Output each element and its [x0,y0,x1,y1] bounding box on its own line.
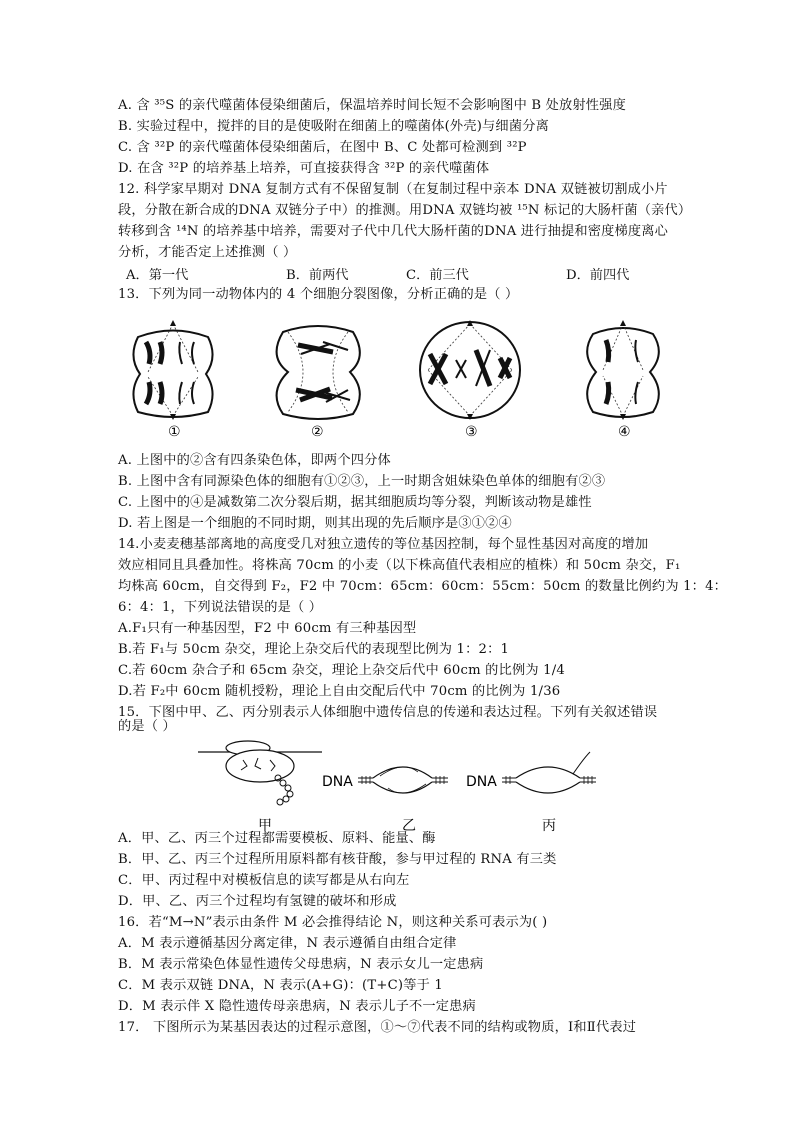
q16-option-b: B．M 表示常染色体显性遗传父母患病，N 表示女儿一定患病 [118,957,484,972]
q14-line-1: 14.小麦麦穗基部离地的高度受几对独立遗传的等位基因控制，每个显性基因对高度的增加 [118,537,649,552]
option-a: A. 含 ³⁵S 的亲代噬菌体侵染细菌后，保温培养时间长短不会影响图中 B 处放射性强度 [118,98,626,113]
option-c: C. 含 ³²P 的亲代噬菌体侵染细菌后，在图中 B、C 处都可检测到 ³²P [118,140,527,155]
q17-stem: 17． 下图所示为某基因表达的过程示意图，①～⑦代表不同的结构或物质，Ⅰ和Ⅱ代表过 [118,1020,637,1035]
q16-option-d: D．M 表示伴 X 隐性遗传母亲患病，N 表示儿子不一定患病 [118,999,476,1014]
gene-expression-figure [118,738,678,832]
q15-line-1: 15．下图中甲、乙、丙分别表示人体细胞中遗传信息的传递和表达过程。下列有关叙述错误 [118,705,658,720]
q14-line-4: 6：4：1，下列说法错误的是（ ） [118,600,323,615]
q15-option-b: B．甲、乙、丙三个过程所用原料都有核苷酸，参与甲过程的 RNA 有三类 [118,852,557,867]
dna-label-bing: DNA [466,774,497,790]
q14-line-3: 均株高 60cm，自交得到 F₂，F2 中 70cm：65cm：60cm：55cm：50cm 的数量比例约为 1：4： [118,579,728,594]
process-bing-diagram [466,752,596,793]
cell-3-diagram [420,320,520,420]
q14-option-b: B.若 F₁与 50cm 杂交，理论上杂交后代的表现型比例为 1：2：1 [118,642,510,657]
process-label-bing: 丙 [542,818,556,832]
option-b: B. 实验过程中，搅拌的目的是使吸附在细菌上的噬菌体(外壳)与细菌分离 [118,119,549,134]
cell-division-figure [118,312,678,454]
cell-4-diagram [587,320,659,420]
cell-label-2: ② [311,424,324,440]
q12-stem-line-2: 段，分散在新合成的DNA 双链分子中）的推测。用DNA 双链均被 ¹⁵N 标记的大肠杆菌（亲代） [118,203,692,218]
q14-line-2: 效应相同且具叠加性。将株高 70cm 的小麦（以下株高值代表相应的植株）和 50cm 杂交，F₁ [118,558,681,573]
q12-option-c: C．前三代 [406,268,469,283]
q12-option-b: B．前两代 [286,268,349,283]
cell-1-diagram [133,320,212,420]
q14-option-c: C.若 60cm 杂合子和 65cm 杂交，理论上杂交后代中 60cm 的比例为 1/4 [118,663,565,678]
q16-option-a: A．M 表示遵循基因分离定律，N 表示遵循自由组合定律 [118,936,457,951]
cell-2-diagram [277,326,360,419]
q12-stem-line-3: 转移到含 ¹⁴N 的培养基中培养，需要对子代中几代大肠杆菌的DNA 进行抽提和密度梯度离心 [118,224,669,239]
q16-option-c: C．M 表示双链 DNA，N 表示(A+G)：(T+C)等于 1 [118,978,444,993]
q13-option-b: B. 上图中含有同源染色体的细胞有①②③，上一时期含姐妹染色单体的细胞有②③ [118,474,606,489]
q16-stem: 16．若“M→N”表示由条件 M 必会推得结论 N，则这种关系可表示为( ) [118,915,548,930]
q15-line-2: 的是（ ） [118,719,176,734]
q14-option-d: D.若 F₂中 60cm 随机授粉，理论上自由交配后代中 70cm 的比例为 1/36 [118,684,561,699]
q14-option-a: A.F₁只有一种基因型，F2 中 60cm 有三种基因型 [118,621,417,636]
cell-label-4: ④ [618,424,631,440]
q13-option-a: A. 上图中的②含有四条染色体，即两个四分体 [118,453,391,468]
process-label-yi: 乙 [402,818,416,832]
process-yi-diagram [322,767,448,793]
q15-option-d: D．甲、乙、丙三个过程均有氢键的破坏和形成 [118,894,397,909]
process-jia-diagram [198,741,322,805]
q12-option-d: D．前四代 [566,268,630,283]
option-d: D. 在含 ³²P 的培养基上培养，可直接获得含 ³²P 的亲代噬菌体 [118,161,490,176]
process-label-jia: 甲 [258,818,272,832]
cell-label-1: ① [168,424,181,440]
q15-option-a: A．甲、乙、丙三个过程都需要模板、原料、能量、酶 [118,831,436,846]
q12-options [126,264,686,284]
q13-option-c: C. 上图中的④是减数第二次分裂后期，据其细胞质均等分裂，判断该动物是雄性 [118,495,592,510]
q12-stem-line-1: 12. 科学家早期对 DNA 复制方式有不保留复制（在复制过程中亲本 DNA 双链被切割成小片 [118,182,668,197]
q13-option-d: D. 若上图是一个细胞的不同时期，则其出现的先后顺序是③①②④ [118,516,512,531]
dna-label-yi: DNA [322,774,353,790]
q12-stem-line-4: 分析，才能否定上述推测（ ） [118,245,297,260]
q13-stem: 13．下列为同一动物体内的 4 个细胞分裂图像，分析正确的是（ ） [118,287,519,302]
q12-option-a: A．第一代 [126,268,189,283]
cell-label-3: ③ [465,424,478,440]
q15-option-c: C．甲、丙过程中对模板信息的读写都是从右向左 [118,873,410,888]
